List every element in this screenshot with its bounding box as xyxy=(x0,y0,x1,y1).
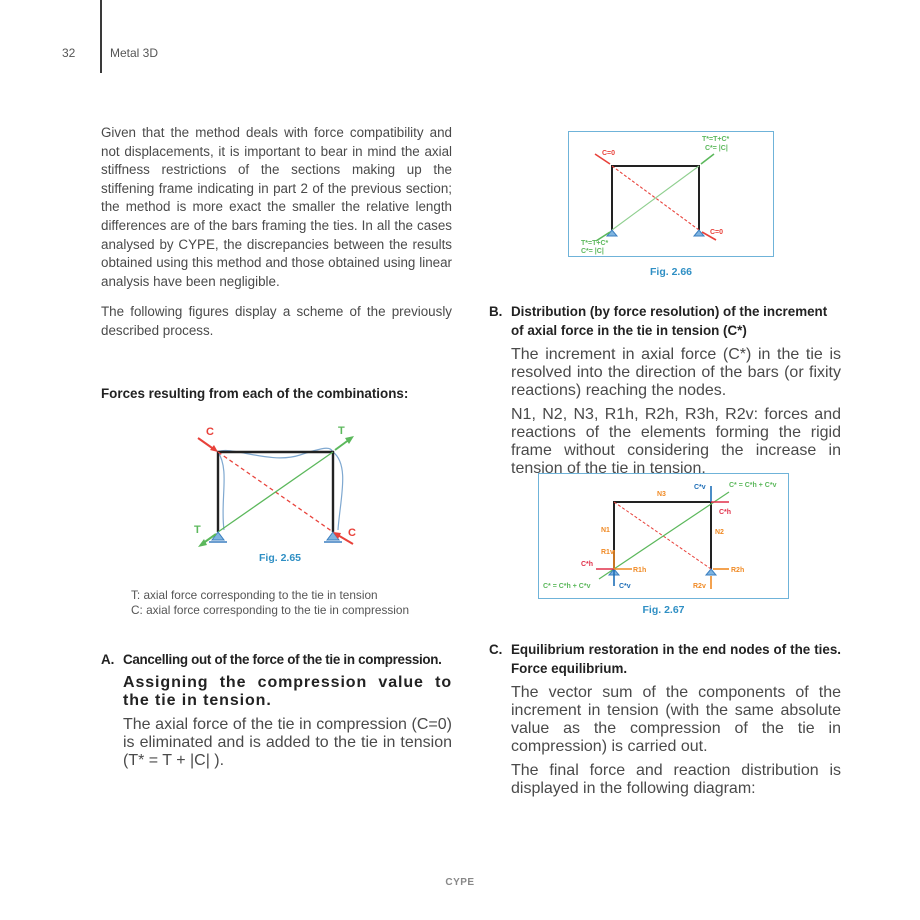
running-title: Metal 3D xyxy=(110,46,159,60)
header-rule xyxy=(100,0,102,73)
label-n3: N3 xyxy=(657,491,666,498)
label-r2h: R2h xyxy=(731,567,745,574)
section-c-body-1: The vector sum of the components of the increment in tension (with the same absolute value as the compression of the tie in compression) is carried out. xyxy=(511,684,841,756)
page-number: 32 xyxy=(62,46,76,60)
label-csum-top: C* = C*h + C*v xyxy=(729,482,777,489)
section-a-body: The axial force of the tie in compression (C=0) is eliminated and is added to the tie in tension (T* = T + |C| ). xyxy=(123,715,452,769)
label-n2: N2 xyxy=(715,529,724,536)
label-c0-top: C=0 xyxy=(602,150,616,157)
intro-paragraph: Given that the method deals with force compatibility and not displacements, it is important to bear in mind the axial stiffness restrictions of the sections making up the stiffening frame indicating in part 2 of the previous section; the method is more exact the smaller the relative length differences are of the bars framing the ties. In all the cases analysed by CYPE, the discrepancies between the results obtained using this method and those obtained using linear analysis have been negligible. xyxy=(101,125,452,289)
label-cstar-top: C*= |C| xyxy=(705,145,728,152)
label-c0-bottom: C=0 xyxy=(710,229,724,236)
label-cv-top: C*v xyxy=(694,484,706,491)
figure-2-67 xyxy=(538,473,789,599)
label-cv-bottom: C*v xyxy=(619,583,631,590)
figure-2-66 xyxy=(568,131,774,257)
section-letter: A. xyxy=(101,652,115,667)
label-c-top: C xyxy=(206,426,214,438)
label-cstar-bottom: C*= |C| xyxy=(581,248,604,255)
label-ch-bottom: C*h xyxy=(581,561,594,568)
force-legend xyxy=(131,588,409,618)
section-b-title: Distribution (by force resolution) of the increment of axial force in the tie in tension (C*) xyxy=(511,304,828,338)
label-t-bottom: T xyxy=(194,524,201,536)
label-n1: N1 xyxy=(601,527,610,534)
label-r1h: R1h xyxy=(633,567,647,574)
legend-tension: T: axial force corresponding to the tie in tension xyxy=(131,588,378,602)
label-csum-bottom: C* = C*h + C*v xyxy=(543,583,591,590)
section-a-title: Cancelling out of the force of the tie in compression. xyxy=(123,652,442,667)
section-a xyxy=(101,651,452,776)
frame-diagram-2-67 xyxy=(539,474,787,597)
label-tstar-top: T*=T+C* xyxy=(702,136,730,143)
figure-2-65 xyxy=(190,420,370,564)
label-r1v: R1v xyxy=(601,549,614,556)
section-c-body-2: The final force and reaction distribution is displayed in the following diagram: xyxy=(511,762,841,798)
section-c-title: Equilibrium restoration in the end nodes of the ties. Force equilibrium. xyxy=(511,642,841,676)
left-column xyxy=(101,124,452,353)
section-letter: C. xyxy=(489,642,503,657)
footer-brand: CYPE xyxy=(445,877,475,888)
label-r2v: R2v xyxy=(693,583,706,590)
section-b xyxy=(489,303,841,484)
section-a-subtitle: Assigning the compression value to the tie in tension. xyxy=(123,673,452,709)
frame-diagram-2-66 xyxy=(569,132,772,255)
figures-intro-paragraph: The following figures display a scheme of the previously described process. xyxy=(101,304,452,338)
label-c-bottom: C xyxy=(348,527,356,539)
legend-compression: C: axial force corresponding to the tie in compression xyxy=(131,603,410,617)
label-ch-top: C*h xyxy=(719,509,732,516)
deformed-right-column xyxy=(333,452,343,530)
section-b-body-2: N1, N2, N3, R1h, R2h, R3h, R2v: forces and reactions of the elements forming the rigid frame without considering the increase in tension of the tie in tension. xyxy=(511,406,841,478)
frame-diagram-2-65 xyxy=(190,420,370,550)
section-b-body-1: The increment in axial force (C*) in the tie is resolved into the direction of the bars (or fixity reactions) reaching the nodes. xyxy=(511,346,841,400)
figure-caption: Fig. 2.67 xyxy=(642,604,685,616)
label-tstar-bottom: T*=T+C* xyxy=(581,240,609,247)
section-c xyxy=(489,641,841,804)
label-t-top: T xyxy=(338,425,345,437)
figure-caption: Fig. 2.65 xyxy=(258,552,301,564)
combinations-heading: Forces resulting from each of the combinations: xyxy=(101,386,409,401)
right-support-icon xyxy=(706,569,716,575)
figure-caption: Fig. 2.66 xyxy=(649,266,692,278)
section-letter: B. xyxy=(489,304,503,319)
